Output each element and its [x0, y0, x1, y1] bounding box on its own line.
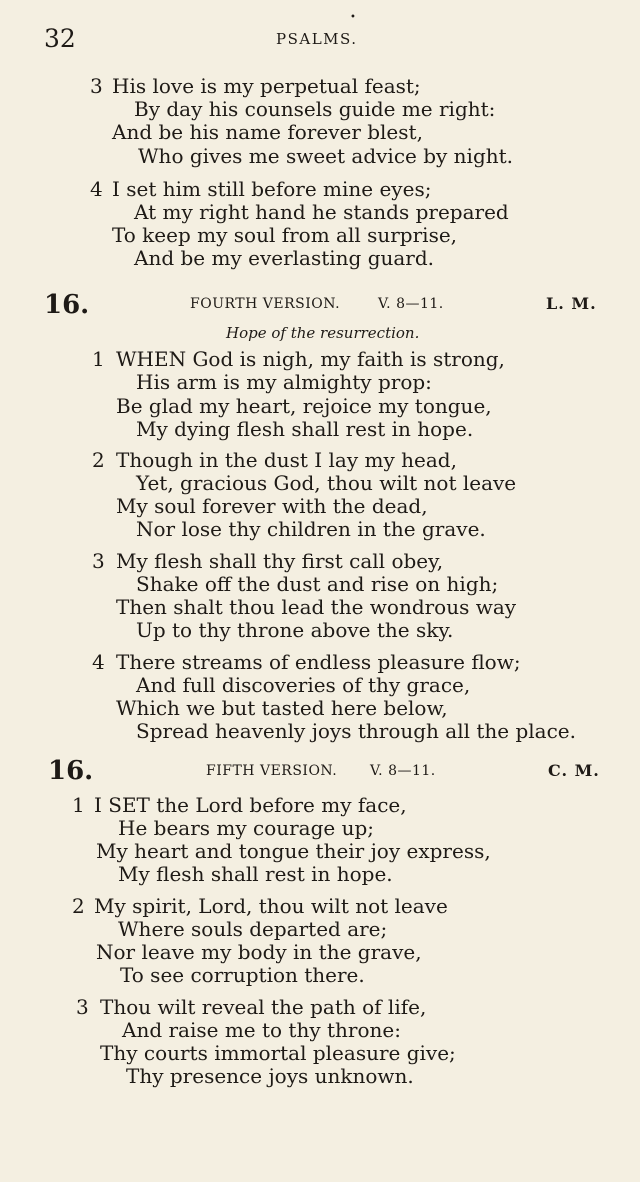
verse-line: His love is my perpetual feast; [112, 74, 421, 98]
page-number: 32 [44, 24, 76, 53]
hymn-subtitle: Hope of the resurrection. [226, 324, 420, 342]
verse-line: Which we but tasted here below, [116, 696, 448, 720]
verse-line: Then shalt thou lead the wondrous way [116, 595, 517, 619]
verse-line: My flesh shall thy first call obey, [116, 549, 444, 573]
verse-line: My heart and tongue their joy express, [96, 839, 491, 863]
printer-mark: • [350, 12, 356, 23]
version-label: FOURTH VERSION. [190, 296, 341, 312]
meter-label: L. M. [546, 294, 597, 313]
stanza-number: 4 [92, 650, 105, 674]
verse-line: I set him still before mine eyes; [112, 177, 432, 201]
meter-label: C. M. [548, 761, 600, 780]
verse-line: And full discoveries of thy grace, [136, 673, 471, 697]
psalm-number: 16. [48, 756, 94, 786]
verse-line: Nor lose thy children in the grave. [136, 517, 486, 541]
verse-line: Thy presence joys unknown. [126, 1064, 414, 1088]
version-label: FIFTH VERSION. [206, 763, 338, 779]
verse-line: Thy courts immortal pleasure give; [100, 1041, 456, 1065]
verse-line: To keep my soul from all surprise, [112, 223, 458, 247]
verse-line: And raise me to thy throne: [122, 1018, 401, 1042]
verse-line: He bears my courage up; [118, 816, 375, 840]
verse-line: Thou wilt reveal the path of life, [100, 995, 427, 1019]
verse-line: Yet, gracious God, thou wilt not leave [136, 471, 517, 495]
verse-line: Where souls departed are; [118, 917, 388, 941]
verse-line: My flesh shall rest in hope. [118, 862, 393, 886]
stanza-number: 3 [76, 995, 89, 1019]
stanza-number: 1 [92, 347, 105, 371]
stanza-number: 3 [92, 549, 105, 573]
stanza-number: 4 [90, 177, 103, 201]
verse-line: I SET the Lord before my face, [94, 793, 407, 817]
verse-line: Spread heavenly joys through all the place. [136, 719, 576, 743]
verse-line: By day his counsels guide me right: [134, 97, 496, 121]
psalm-number: 16. [44, 290, 90, 320]
stanza-number: 1 [72, 793, 85, 817]
stanza-number: 2 [92, 448, 105, 472]
verse-range: V. 8—11. [370, 763, 436, 779]
verse-line: WHEN God is nigh, my faith is strong, [116, 347, 505, 371]
verse-line: Nor leave my body in the grave, [96, 940, 422, 964]
verse-line: Shake off the dust and rise on high; [136, 572, 499, 596]
verse-line: My spirit, Lord, thou wilt not leave [94, 894, 448, 918]
verse-line: To see corruption there. [120, 963, 365, 987]
verse-line: My soul forever with the dead, [116, 494, 428, 518]
verse-line: Though in the dust I lay my head, [116, 448, 457, 472]
verse-line: My dying flesh shall rest in hope. [136, 417, 474, 441]
verse-line: His arm is my almighty prop: [136, 370, 432, 394]
stanza-number: 2 [72, 894, 85, 918]
stanza-number: 3 [90, 74, 103, 98]
verse-line: And be his name forever blest, [112, 120, 423, 144]
verse-line: Up to thy throne above the sky. [136, 618, 454, 642]
verse-range: V. 8—11. [378, 296, 444, 312]
running-title: PSALMS. [276, 30, 358, 48]
verse-line: There streams of endless pleasure flow; [116, 650, 521, 674]
verse-line: And be my everlasting guard. [134, 246, 435, 270]
verse-line: At my right hand he stands prepared [134, 200, 509, 224]
verse-line: Who gives me sweet advice by night. [138, 144, 514, 168]
verse-line: Be glad my heart, rejoice my tongue, [116, 394, 492, 418]
